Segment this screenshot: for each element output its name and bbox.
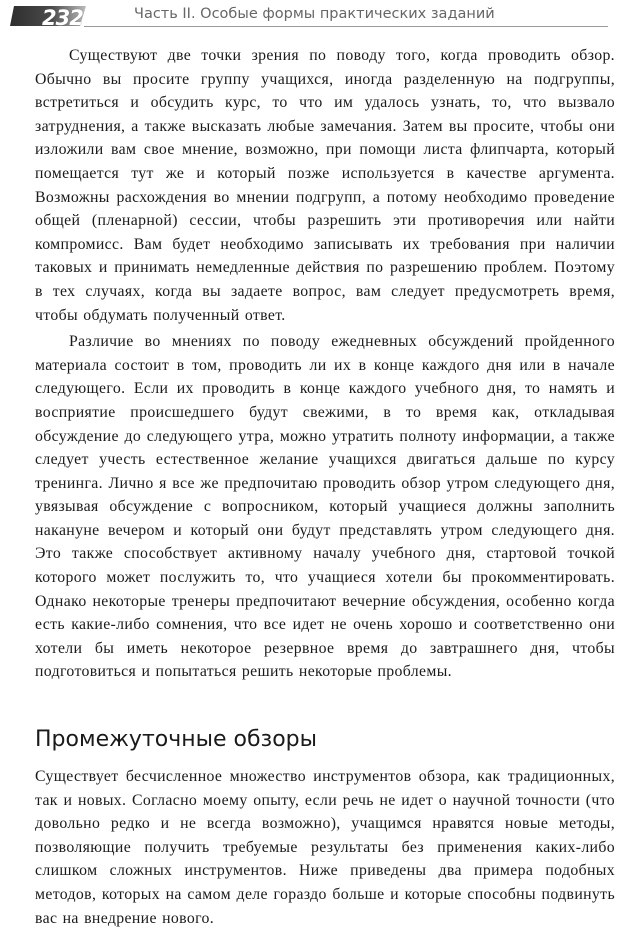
- section-body: [35, 765, 615, 930]
- page-number-badge: [10, 4, 90, 28]
- section-heading: Промежуточные обзоры: [35, 727, 318, 752]
- page-number: 232: [42, 6, 83, 30]
- body-text: [35, 44, 615, 684]
- running-head: Часть II. Особые формы практических заданий: [134, 6, 495, 22]
- header-rule: [84, 26, 608, 27]
- paragraph: Существуют две точки зрения по поводу того, когда проводить обзор. Обычно вы просите группу учащихся, иногда разделенную на подгруппы, встретиться и обсудить курс, то что им удалось узнать, то, что вызвало затруднения, а также высказать любые замечания. Затем вы просите, чтобы они изложили вам свое мнение, возможно, при помощи листа флипчарта, который помещается тут же и который позже используется в качестве аргумента. Возможны расхождения во мнении подгрупп, а потому необходимо проведение общей (пленарной) сессии, чтобы разрешить эти противоречия или найти компромисс. Вам будет необходимо записывать их требования при наличии таковых и принимать немедленные действия по разрешению проблем. Поэтому в тех случаях, когда вы задаете вопрос, вам следует предусмотреть время, чтобы обдумать полученный ответ.: [35, 47, 615, 324]
- page-header: [0, 0, 620, 34]
- paragraph: Существует бесчисленное множество инструментов обзора, как традиционных, так и новых. Согласно моему опыту, если речь не идет о научной точности (что довольно редко и не всегда возможно), учащимся нравятся новые методы, позволяющие получить требуемые результаты без применения каких-либо слишком сложных инструментов. Ниже приведены два примера подобных методов, которых на самом деле гораздо больше и которые способны подвинуть вас на внедрение нового.: [35, 768, 615, 927]
- paragraph: Различие во мнениях по поводу ежедневных обсуждений пройденного материала состоит в том, проводить ли их в конце каждого дня или в начале следующего. Если их проводить в конце каждого учебного дня, то намять и восприятие происшедшего будут свежими, в то время как, откладывая обсуждение до следующего утра, можно утратить полноту информации, а также следует учесть естественное желание учащихся двигаться дальше по курсу тренинга. Лично я все же предпочитаю проводить обзор утром следующего дня, увязывая обсуждение с вопросником, который учащиеся должны заполнить накануне вечером и который они будут представлять утром следующего дня. Это также способствует активному началу учебного дня, стартовой точкой которого может послужить то, что учащиеся хотели бы прокомментировать. Однако некоторые тренеры предпочитают вечерние обсуждения, особенно когда есть какие-либо сомнения, что все идет не очень хорошо и соответственно они хотели бы иметь некоторое резервное время до завтрашнего дня, чтобы подготовиться и попытаться решить некоторые проблемы.: [35, 333, 615, 681]
